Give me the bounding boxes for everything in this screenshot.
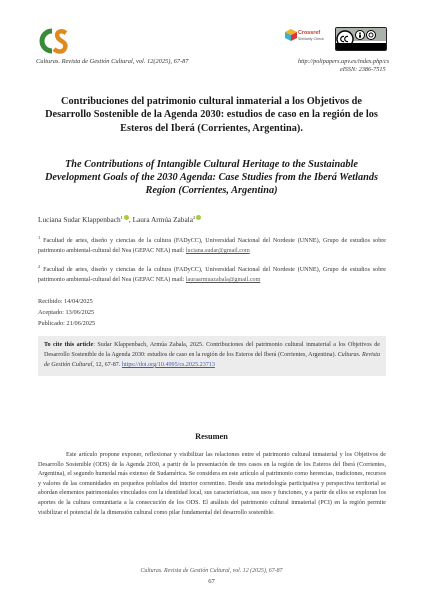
affiliation-text: Facultad de artes, diseño y ciencias de la cultura (FADyCC), Universidad Nacional del Nordeste (UNNE), Grupo de estudios sobre patrimonio ambiental-cultural del Nea (GEPAC NEA) mail: <box>38 238 386 254</box>
affiliation-sup: 1 <box>38 235 41 240</box>
page-number: 67 <box>208 578 215 585</box>
accepted-date: Aceptado: 13/06/2025 <box>38 308 95 316</box>
author-name: Luciana Sudar Klappenbach <box>38 215 121 224</box>
doi-link[interactable]: https://doi.org/10.4995/cs.2025.23713 <box>121 361 215 368</box>
author-email-link[interactable]: lauraarmuazabala@gmail.com <box>185 276 261 283</box>
article-title-english: The Contributions of Intangible Cultural Heritage to the Sustainable Development Goals of the 2030 Agenda: Case Studies from the Iberá Wetlands Region (Corrientes, Argentina) <box>44 159 379 197</box>
crossref-subtitle: Similarity Check <box>298 37 324 41</box>
creative-commons-license-icon[interactable] <box>335 27 387 51</box>
author-email-link[interactable]: luciana.sudar@gmail.com <box>185 247 250 254</box>
citation-box <box>38 336 386 376</box>
affiliation-1 <box>38 233 386 257</box>
citation-journal: Culturas. Revista de Gestión Cultural <box>44 351 380 368</box>
abstract-text: Este artículo propone exponer, reflexionar y visibilizar las relaciones entre el patrimonio cultural inmaterial y los Objetivos de Desarrollo Sostenible (ODS) de la Agenda 2030, a partir de la presentación de tres casos en la región de los Esteros del Iberá (Corrientes, Argentina), el segundo humedal más extenso de Sudamérica. Se considera en este artículo al patrimonio como herencias, tradiciones, recursos y valores de las comunidades en pequeños poblados del interior correntino. Desde una metodología participativa y perspectiva territorial se abordan elementos patrimoniales vinculados con la identidad local, sus características, sus usos y funciones, y a partir de ellos se exploran los aportes de la cultura comunitaria a la consecución de los ODS. El análisis del patrimonio cultural inmaterial (PCI) en la región permite visibilizar el potencial de la dimensión cultural como pilar fundamental del desarrollo sostenible. <box>38 452 386 516</box>
author-name: Laura Armúa Zabala <box>132 215 193 224</box>
footer-citation: Culturas. Revista de Gestión Cultural, vol. 12 (2025), 67-87 <box>140 568 283 574</box>
abstract-heading: Resumen <box>195 432 228 441</box>
crossref-name: Crossref <box>298 30 321 36</box>
affiliation-sup: 2 <box>38 264 41 269</box>
author-affiliation-sup: 2 <box>192 215 196 220</box>
crossref-logo <box>285 25 325 55</box>
author-line <box>38 215 201 224</box>
citation-pages: , 12, 67-87. <box>92 361 121 368</box>
affiliation-text: Facultad de artes, diseño y ciencias de la cultura (FADyCC), Universidad Nacional del Nordeste (UNNE), Grupo de estudios sobre patrimonio ambiental-cultural del Nea (GEPAC NEA) mail: <box>38 267 386 283</box>
journal-logo-icon <box>38 27 70 55</box>
citation-label: To cite this article <box>44 342 94 348</box>
eissn: eISSN: 2386-7515 <box>340 66 386 73</box>
journal-citation-header: Culturas. Revista de Gestión Cultural, vol. 12(2025), 67-87 <box>36 58 189 65</box>
published-date: Publicado: 21/06/2025 <box>38 319 96 327</box>
publication-dates <box>38 297 95 329</box>
author-separator: , <box>128 215 133 224</box>
citation-text: : Sudar Klappenbach, Armúa Zabala, 2025. Contribuciones del patrimonio cultural inmaterial a los Objetivos de Desarrollo Sostenible de la Agenda 2030: estudios de caso en la región de los Esteros del Iberá (Corrientes, Argentina). <box>44 342 380 358</box>
journal-url-link[interactable]: http://polipapers.upv.es/index.php/cs <box>298 58 390 65</box>
author-affiliation-sup: 1 <box>120 215 123 220</box>
affiliation-2 <box>38 262 386 286</box>
crossref-icon <box>285 29 297 41</box>
received-date: Recibido: 14/04/2025 <box>38 298 93 305</box>
article-title-spanish: Contribuciones del patrimonio cultural inmaterial a los Objetivos de Desarrollo Sostenible de la Agenda 2030: estudios de caso en la región de los Esteros del Iberá (Corrientes, Argentina). <box>45 96 378 134</box>
publisher-logos <box>285 25 385 55</box>
orcid-icon[interactable] <box>196 215 201 220</box>
